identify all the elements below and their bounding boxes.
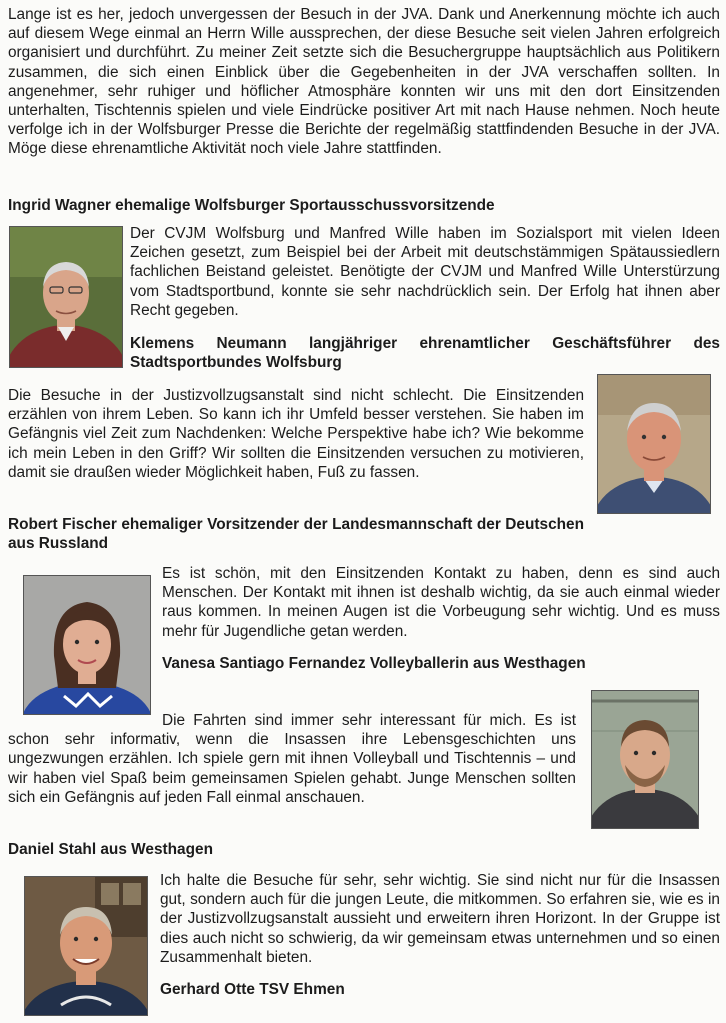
author-heading: Daniel Stahl aus Westhagen bbox=[8, 841, 213, 858]
intro-paragraph: Lange ist es her, jedoch unvergessen der Besuch in der JVA. Dank und Anerkennung möchte ich auch auf diesem Wege einmal an Herrn Wille aussprechen, der diese Besuche seit vielen Jahren erfolgreich organisiert und durchführt. Zu meiner Zeit setzte sich die Besuchergruppe hauptsächlich aus Politikern zusammen, die sich einen Einblick über die Gegebenheiten in der JVA verschaffen sollten. In angenehmer, sehr ruhiger und höflicher Atmosphäre konnten wir uns mit den dort Einsitzenden unterhalten, Tischtennis spielen und viele Eindrücke positiver Art mit nach Hause nehmen. Noch heute verfolge ich in der Wolfsburger Presse die Berichte der regelmäßig stattfindenden Besuche in der JVA. Möge diese ehrenamtliche Aktivität noch viele Jahre stattfinden. bbox=[8, 6, 720, 158]
photo-2 bbox=[597, 374, 711, 514]
portrait-older-man-photo bbox=[25, 877, 147, 1015]
portrait-man-photo bbox=[598, 375, 710, 513]
author-heading: Klemens Neumann langjähriger ehrenamtlicher Geschäftsführer des Stadtsportbundes Wolfsburg bbox=[130, 335, 720, 371]
author-heading: Ingrid Wagner ehemalige Wolfsburger Sportausschussvorsitzende bbox=[8, 197, 495, 214]
photo-1 bbox=[9, 226, 123, 368]
author-heading: Gerhard Otte TSV Ehmen bbox=[160, 981, 345, 998]
portrait-young-woman-photo bbox=[24, 576, 150, 714]
author-heading: Robert Fischer ehemaliger Vorsitzender der Landesmannschaft der Deutschen aus Russland bbox=[8, 516, 584, 552]
photo-5 bbox=[24, 876, 148, 1016]
portrait-elderly-man-photo bbox=[10, 227, 122, 367]
photo-4 bbox=[591, 690, 699, 829]
quote-text: Es ist schön, mit den Einsitzenden Kontakt zu haben, denn es sind auch Menschen. Der Kontakt mit ihnen ist deshalb wichtig, da sie auch einmal wieder raus kommen. In meinen Augen ist die Vorbeugung sehr wichtig. Und es muss mehr für Jugendliche getan werden. bbox=[162, 565, 720, 640]
photo-3 bbox=[23, 575, 151, 715]
quote-text: Die Besuche in der Justizvollzugsanstalt sind nicht schlecht. Die Einsitzenden erzählen von ihrem Leben. So kann ich ihr Umfeld besser verstehen. Sie haben im Gefängnis viel Zeit zum Nachdenken: Welche Perspektive habe ich? Wie bekomme ich mein Leben in den Griff? Wir sollten die Einsitzenden versuchen zu motivieren, damit sie draußen wieder Möglichkeit haben, Fuß zu fassen. bbox=[8, 387, 584, 481]
quote-text: Ich halte die Besuche für sehr, sehr wichtig. Sie sind nicht nur für die Insassen gut, sondern auch für die jungen Leute, die mitkommen. So erfahren sie, wie es in der Justizvollzugsanstalt aussieht und erweitern ihren Horizont. In der Gruppe ist dies auch nicht so schwierig, da wir gemeinsam etwas unternehmen und so einen Zusammenhalt bieten. bbox=[160, 872, 720, 966]
quote-text: Die Fahrten sind immer sehr interessant für mich. Es ist schon sehr informativ, wenn die Insassen ihre Lebensgeschichten uns ungezwungen erzählen. Ich spiele gern mit ihnen Volleyball und Tischtennis – und wir haben viel Spaß beim gemeinsamen Spielen gehabt. Junge Menschen sollten sich ein Gefängnis auf jeden Fall einmal anschauen. bbox=[8, 712, 576, 806]
quote-text: Der CVJM Wolfsburg und Manfred Wille haben im Sozialsport mit vielen Ideen Zeichen gesetzt, zum Beispiel bei der Arbeit mit deutschstämmigen Spätaussiedlern fachlichen Beistand geleistet. Benötigte der CVJM und Manfred Wille Unterstürzung vom Stadtsportbund, konnte sie sehr nachdrücklich sein. Der Erfolg hat ihnen aber Recht gegeben. bbox=[130, 225, 720, 319]
portrait-young-man-photo bbox=[592, 691, 698, 828]
author-heading: Vanesa Santiago Fernandez Volleyballerin aus Westhagen bbox=[162, 655, 586, 672]
